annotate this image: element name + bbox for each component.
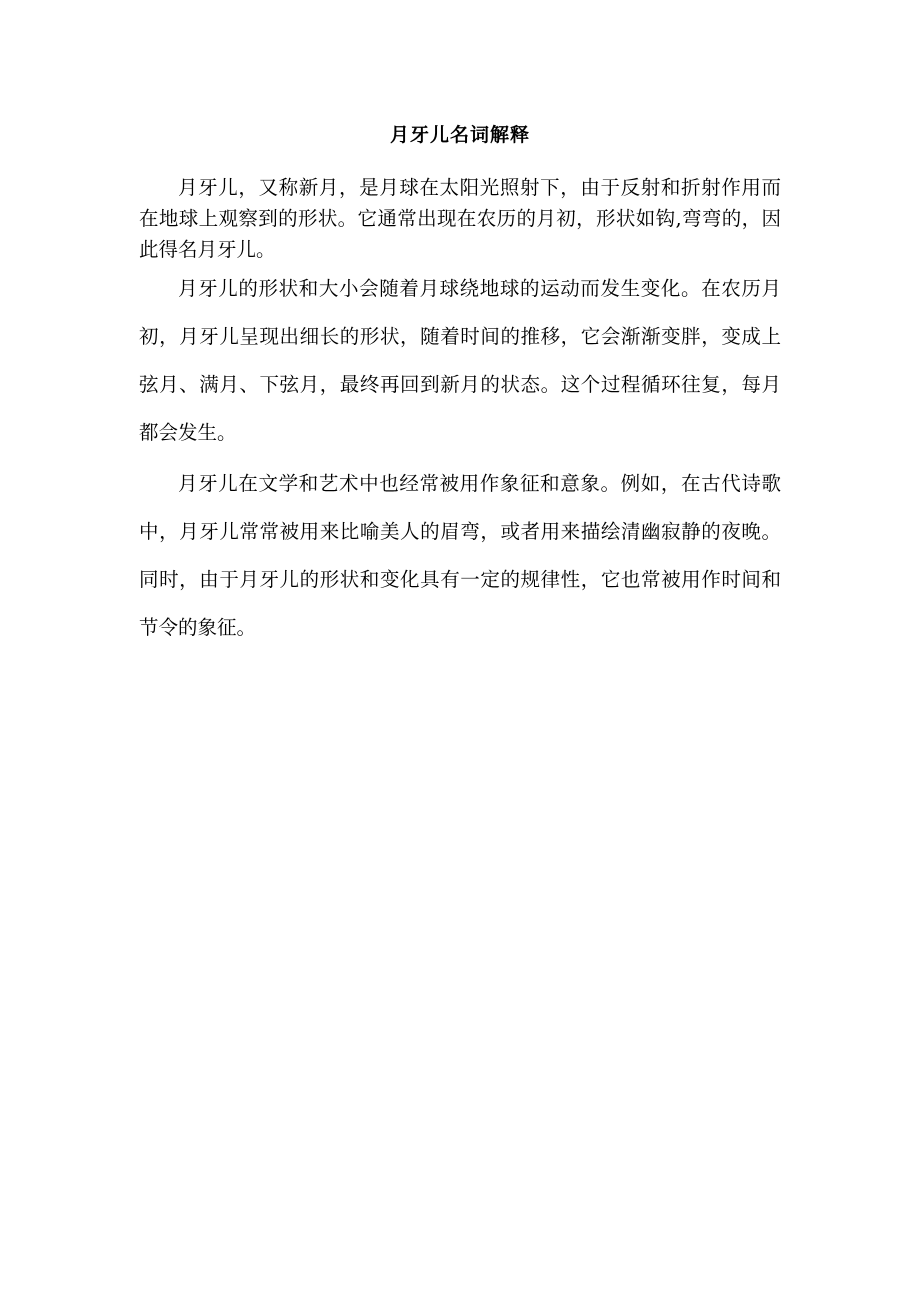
paragraph-symbolism: 月牙儿在文学和艺术中也经常被用作象征和意象。例如，在古代诗歌中，月牙儿常常被用来比喻美人的眉弯，或者用来描绘清幽寂静的夜晚。同时，由于月牙儿的形状和变化具有一定的规律性，它也常被用作时间和节令的象征。	[139, 472, 781, 639]
paragraph-definition: 月牙儿，又称新月，是月球在太阳光照射下，由于反射和折射作用而在地球上观察到的形状。它通常出现在农历的月初，形状如钩,弯弯的，因此得名月牙儿。	[139, 176, 781, 261]
paragraph-phases: 月牙儿的形状和大小会随着月球绕地球的运动而发生变化。在农历月初，月牙儿呈现出细长的形状，随着时间的推移，它会渐渐变胖，变成上弦月、满月、下弦月，最终再回到新月的状态。这个过程循环往复，每月都会发生。	[139, 277, 781, 444]
document-title: 月牙儿名词解释	[389, 124, 530, 146]
